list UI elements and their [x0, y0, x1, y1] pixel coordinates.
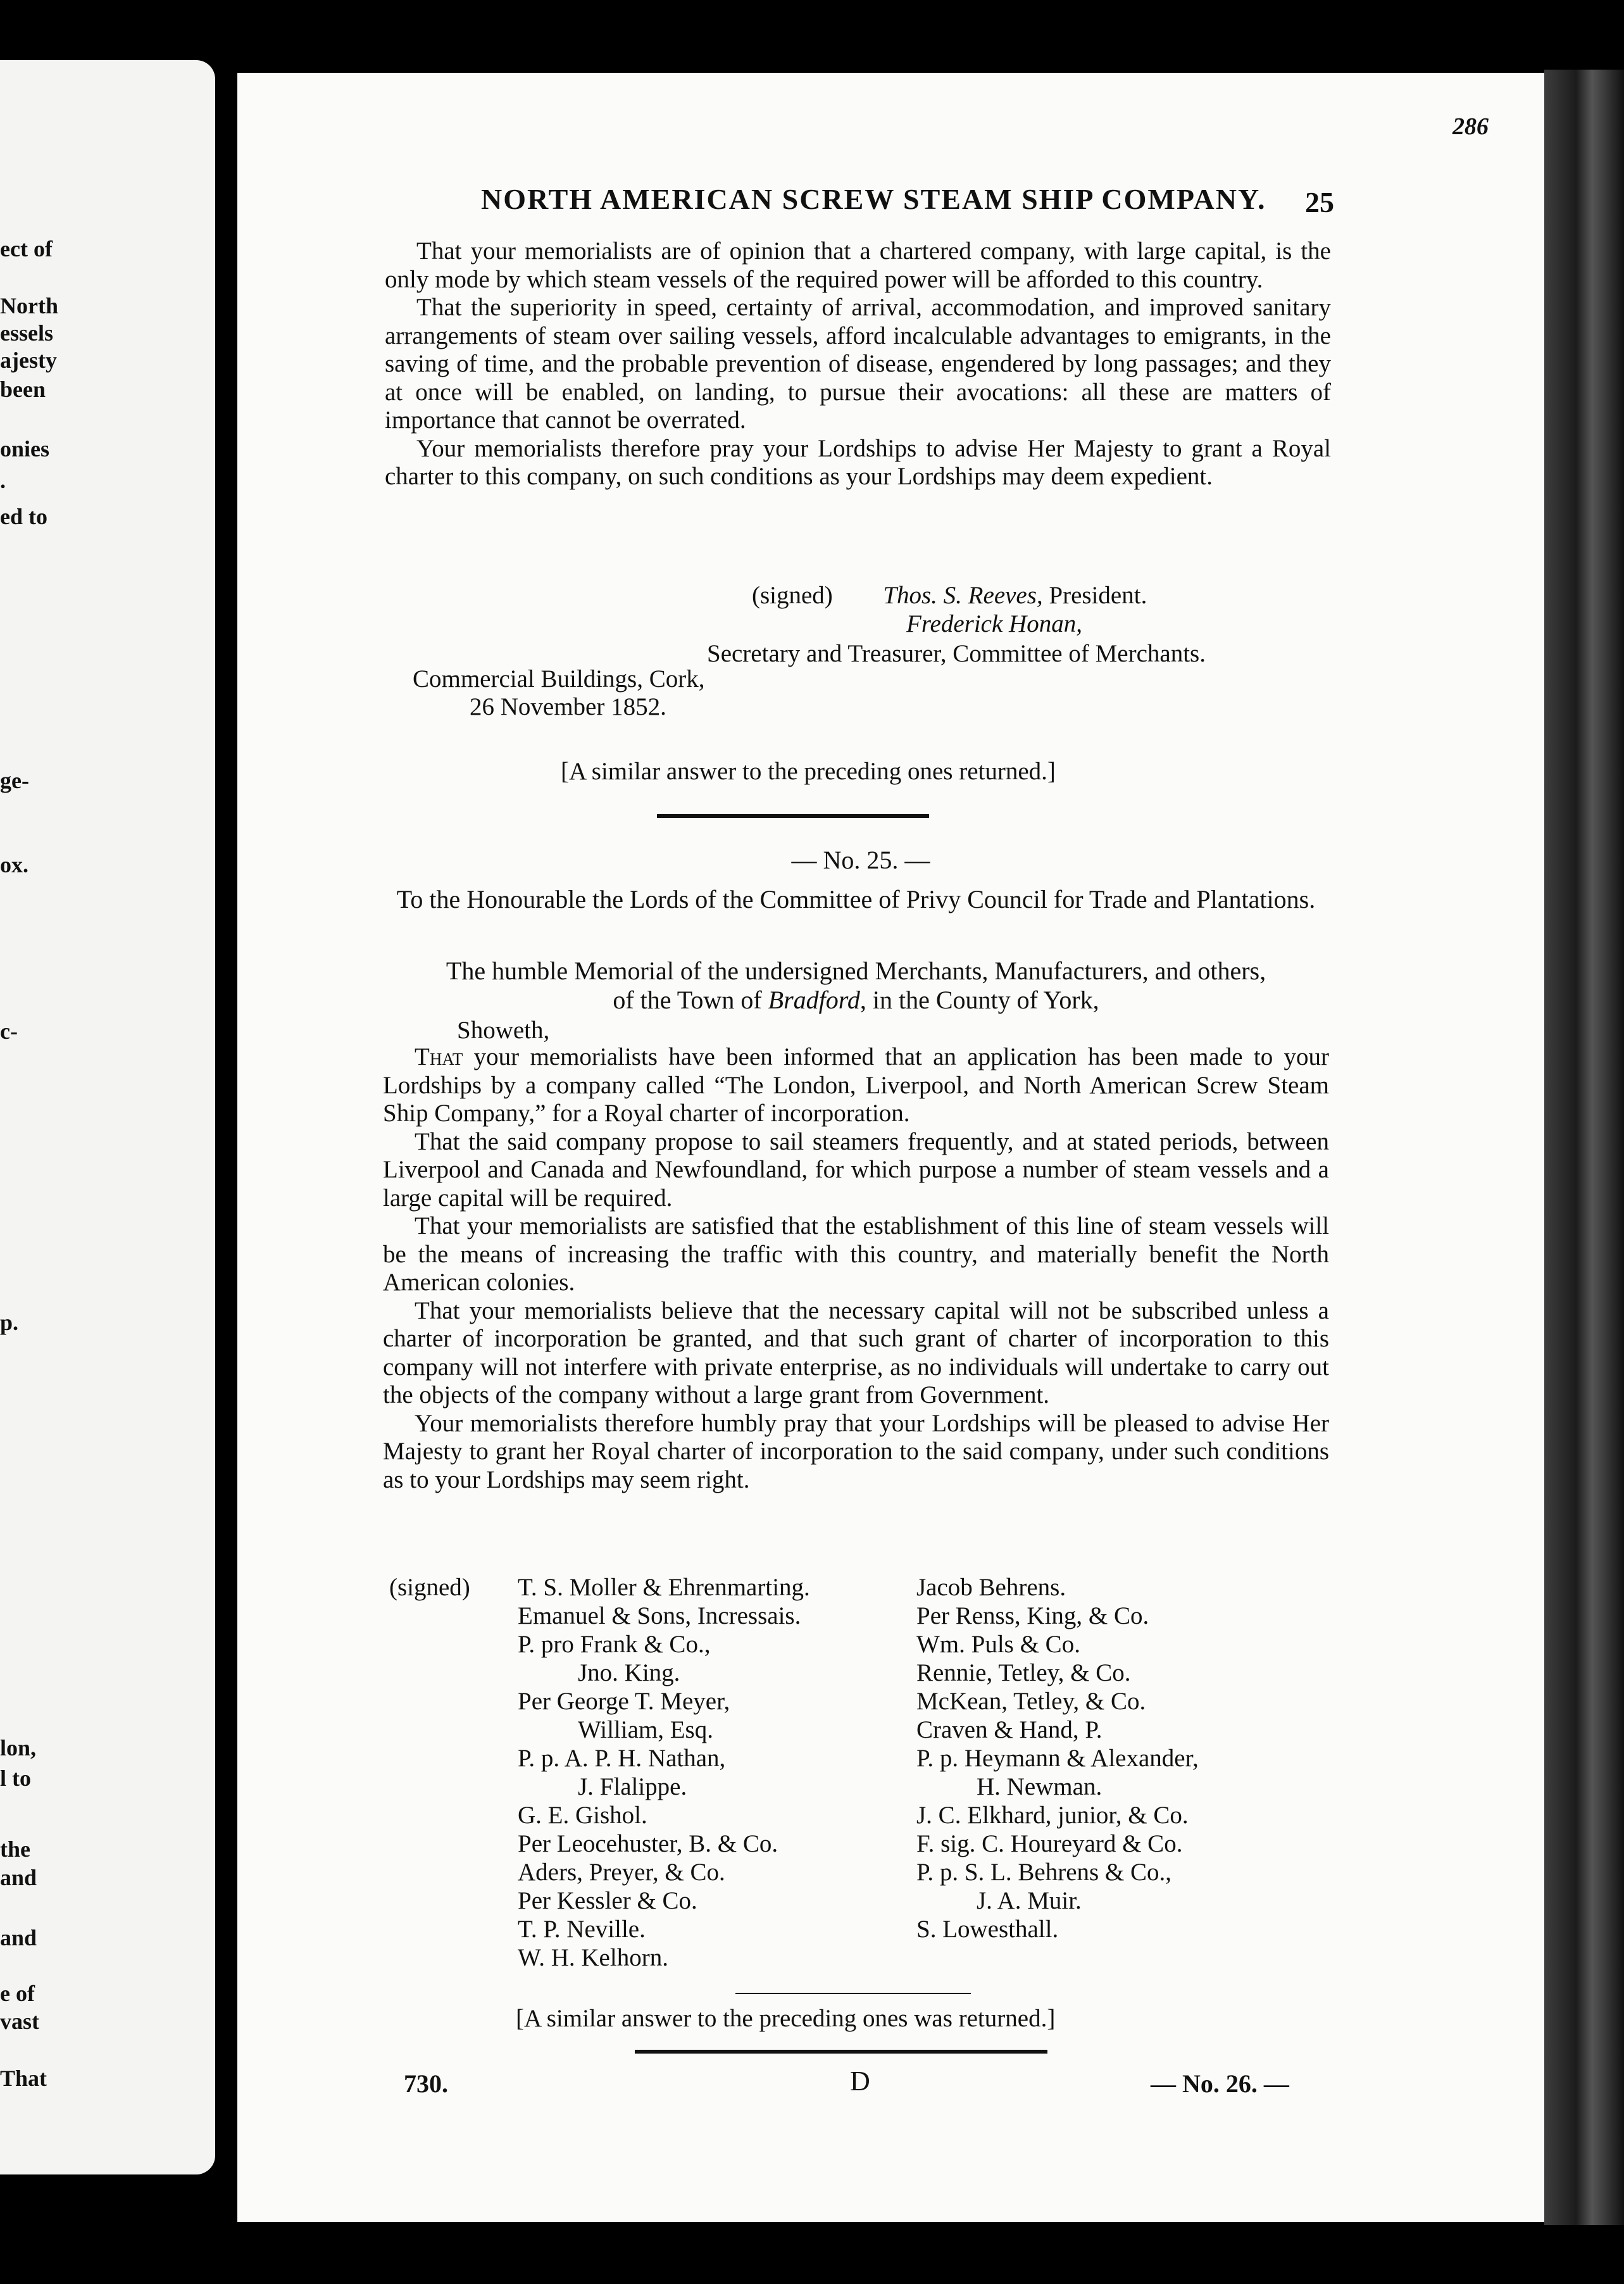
- left-page-fragment: .: [0, 468, 6, 493]
- left-page-fragment: c-: [0, 1019, 18, 1044]
- signatory-name: Frederick Honan,: [906, 610, 1082, 637]
- signatory-name: William, Esq.: [578, 1716, 713, 1743]
- signatory-title: President.: [1049, 582, 1147, 609]
- left-page-fragment: lon,: [0, 1735, 37, 1760]
- memorial-24-body: [385, 237, 1331, 491]
- document-number: — No. 25. —: [791, 846, 930, 874]
- signatory-name: T. P. Neville.: [518, 1916, 646, 1943]
- running-head: NORTH AMERICAN SCREW STEAM SHIP COMPANY.: [481, 183, 1266, 215]
- signatory-name: Jacob Behrens.: [916, 1574, 1066, 1601]
- signed-label: (signed): [389, 1574, 470, 1601]
- signatory-name: Aders, Preyer, & Co.: [518, 1859, 725, 1886]
- signatory-name: P. p. A. P. H. Nathan,: [518, 1745, 726, 1772]
- signatories-left-column: [518, 1573, 810, 1972]
- paragraph: That the superiority in speed, certainty of arrival, accommodation, and improved sanitary arrangements of steam over sailing vessels, afford incalculable advantages to emigrants, in the saving of time, and the probable prevention of disease, engendered by long passages; and they at once will be enabled, on landing, to pursue their avocations: all these are matters of importance that cannot be overrated.: [385, 294, 1331, 434]
- editorial-note: [A similar answer to the preceding ones returned.]: [561, 758, 1056, 785]
- signatory-name: Per George T. Meyer,: [518, 1688, 730, 1715]
- signatory-name: Thos. S. Reeves,: [883, 582, 1043, 609]
- signatory-name: P. p. Heymann & Alexander,: [916, 1745, 1199, 1772]
- memorial-25-body: [383, 1043, 1329, 1494]
- signatory-name: Per Leocehuster, B. & Co.: [518, 1830, 778, 1857]
- signatory-name: S. Lowesthall.: [916, 1916, 1059, 1943]
- memorial-title-2: of the Town of Bradford, in the County of York,: [613, 986, 1099, 1014]
- left-page-fragment: vast: [0, 2009, 39, 2034]
- page-number: 25: [1305, 186, 1334, 218]
- left-page-fragment: ox.: [0, 852, 28, 877]
- book-spine-edge: [1544, 70, 1624, 2225]
- signatory-name: F. sig. C. Houreyard & Co.: [916, 1830, 1183, 1857]
- signatory-name: McKean, Tetley, & Co.: [916, 1688, 1146, 1715]
- signatory-name: P. pro Frank & Co.,: [518, 1631, 711, 1658]
- handwritten-folio-number: 286: [1452, 113, 1489, 140]
- left-page-fragment: North: [0, 293, 58, 318]
- left-page-fragment: l to: [0, 1766, 31, 1791]
- paragraph: Your memorialists therefore humbly pray that your Lordships will be pleased to advise Her Majesty to grant her Royal charter of incorporation to the said company, under such conditions as to your Lordships may seem right.: [383, 1409, 1329, 1493]
- catchword: — No. 26. —: [1151, 2069, 1289, 2098]
- paragraph: Your memorialists therefore pray your Lordships to advise Her Majesty to grant a Royal charter to this company, on such conditions as your Lordships may deem expedient.: [385, 434, 1331, 490]
- signatory-name: Jno. King.: [578, 1659, 680, 1686]
- left-page-fragment: ed to: [0, 504, 47, 529]
- left-page-fragment: ect of: [0, 236, 53, 261]
- date-line: 26 November 1852.: [470, 693, 666, 720]
- signatory-name: Rennie, Tetley, & Co.: [916, 1659, 1131, 1686]
- section-divider: [657, 814, 929, 818]
- signatory-name: J. A. Muir.: [977, 1887, 1082, 1914]
- paragraph: That your memorialists are satisfied that the establishment of this line of steam vessels will be the means of increasing the traffic with this country, and materially benefit the North American colonies.: [383, 1212, 1329, 1296]
- signatory-name: Craven & Hand, P.: [916, 1716, 1102, 1743]
- showeth-label: Showeth,: [457, 1017, 550, 1044]
- signed-label: (signed): [752, 582, 833, 609]
- left-page-fragment: been: [0, 377, 46, 402]
- address-heading: To the Honourable the Lords of the Committee of Privy Council for Trade and Plantations.: [396, 885, 1316, 913]
- town-name: Bradford: [768, 986, 860, 1014]
- paragraph: That your memorialists believe that the necessary capital will not be subscribed unless a charter of incorporation be granted, and that such grant of charter of incorporation to this company will not interfere with private enterprise, as no individuals will undertake to carry out the objects of the company without a large grant from Government.: [383, 1296, 1329, 1409]
- paragraph: That your memorialists have been informed that an application has been made to your Lordships by a company called “The London, Liverpool, and North American Screw Steam Ship Company,” for a Royal charter of incorporation.: [383, 1043, 1329, 1127]
- signatory-name: W. H. Kelhorn.: [518, 1944, 668, 1971]
- signature-block-24: [752, 581, 1147, 610]
- left-page-fragment: and: [0, 1925, 37, 1950]
- signatory-name: Emanuel & Sons, Incressais.: [518, 1602, 801, 1629]
- signatory-name: H. Newman.: [977, 1773, 1102, 1800]
- signatory-title: Secretary and Treasurer, Committee of Merchants.: [707, 640, 1206, 667]
- address-line: Commercial Buildings, Cork,: [413, 665, 705, 693]
- signatories-right-column: [916, 1573, 1199, 1943]
- signatory-name: Per Renss, King, & Co.: [916, 1602, 1149, 1629]
- left-page-fragment: ge-: [0, 768, 29, 793]
- left-page-fragment: onies: [0, 436, 50, 461]
- memorial-title: The humble Memorial of the undersigned Merchants, Manufacturers, and others,: [446, 957, 1266, 985]
- signatory-name: Wm. Puls & Co.: [916, 1631, 1080, 1658]
- section-divider: [635, 2050, 1047, 2054]
- signature-mark: D: [850, 2066, 870, 2097]
- paragraph: That the said company propose to sail steamers frequently, and at stated periods, between Liverpool and Canada and Newfoundland, for which purpose a number of steam vessels and a large capital will be required.: [383, 1127, 1329, 1212]
- signatory-name: Per Kessler & Co.: [518, 1887, 697, 1914]
- signatory-name: J. C. Elkhard, junior, & Co.: [916, 1802, 1189, 1829]
- left-facing-page: [0, 60, 215, 2174]
- paragraph: That your memorialists are of opinion that a chartered company, with large capital, is the only mode by which steam vessels of the required power will be afforded to this country.: [385, 237, 1331, 293]
- left-page-fragment: the: [0, 1836, 30, 1862]
- left-page-fragment: ajesty: [0, 348, 57, 373]
- editorial-note: [A similar answer to the preceding ones was returned.]: [516, 2005, 1056, 2032]
- left-page-fragment: That: [0, 2066, 47, 2091]
- left-page-fragment: essels: [0, 320, 53, 346]
- left-page-fragment: and: [0, 1865, 37, 1890]
- signatory-name: J. Flalippe.: [578, 1773, 687, 1800]
- signatory-name: T. S. Moller & Ehrenmarting.: [518, 1574, 810, 1601]
- signatory-name: G. E. Gishol.: [518, 1802, 647, 1829]
- signatory-name: P. p. S. L. Behrens & Co.,: [916, 1859, 1172, 1886]
- short-rule: [735, 1993, 971, 1994]
- left-page-fragment: e of: [0, 1981, 35, 2006]
- sheet-number: 730.: [404, 2069, 448, 2098]
- left-page-fragment: p.: [0, 1310, 19, 1335]
